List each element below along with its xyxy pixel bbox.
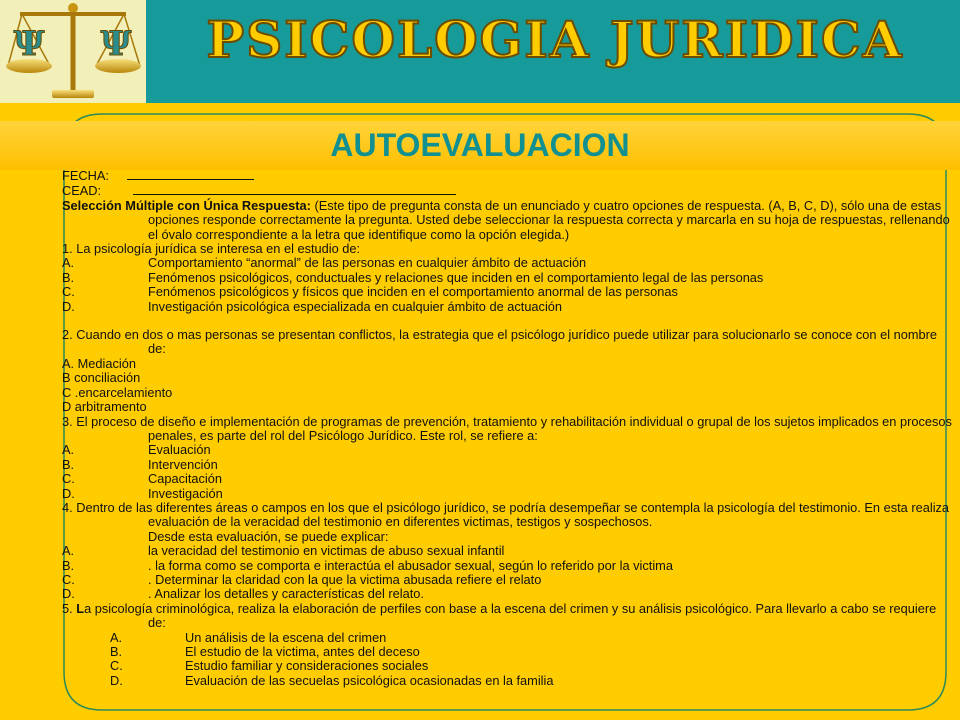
q3-option-a[interactable]: A. Evaluación xyxy=(62,442,211,458)
q3-option-c[interactable]: C. Capacitación xyxy=(62,471,222,487)
section-title: AUTOEVALUACION xyxy=(330,127,630,163)
q3-option-d[interactable]: D. Investigación xyxy=(62,485,223,501)
q5-option-b[interactable]: B. El estudio de la victima, antes del deceso xyxy=(110,644,420,659)
instructions-lead: Selección Múltiple con Única Respuesta: xyxy=(62,197,311,213)
question-3: 3. El proceso de diseño e implementación de programas de prevención, tratamiento y rehabilitación individual o grupal de los sujetos implicados en procesos penales, es parte del rol del Psicólogo Jurídico. Este rol, se refiere a: xyxy=(62,413,952,443)
q5-option-c[interactable]: C. Estudio familiar y consideraciones sociales xyxy=(110,658,429,674)
q1-option-d[interactable]: D. Investigación psicológica especializada en cualquier ámbito de actuación xyxy=(62,298,563,314)
fecha-row xyxy=(62,168,952,183)
question-4-followup: Desde esta evaluación, se puede explicar: xyxy=(148,528,389,544)
q3-option-b[interactable]: B. Intervención xyxy=(62,456,218,472)
quiz-content xyxy=(62,168,952,688)
q4-option-b[interactable]: B. . la forma como se comporta e interactúa el abusador sexual, según lo referido por la victima xyxy=(62,557,673,573)
q2-option-c[interactable]: C .encarcelamiento xyxy=(62,384,173,400)
q1-option-c[interactable]: C. Fenómenos psicológicos y físicos que inciden en el comportamiento anormal de las personas xyxy=(62,284,678,300)
question-1: 1. La psicología jurídica se interesa en el estudio de: xyxy=(62,241,361,257)
svg-text:Ψ: Ψ xyxy=(13,24,45,64)
cead-label: CEAD: xyxy=(62,183,102,199)
q1-option-a[interactable]: A. Comportamiento “anormal” de las personas en cualquier ámbito de actuación xyxy=(62,255,587,271)
cead-blank[interactable] xyxy=(133,183,456,195)
question-2: 2. Cuando en dos o mas personas se presentan conflictos, la estrategia que el psicólogo jurídico puede utilizar para solucionarlo se conoce con el nombre de: xyxy=(62,327,937,357)
psi-scales-icon xyxy=(0,0,146,103)
fecha-label: FECHA: xyxy=(62,168,109,183)
cead-row xyxy=(62,183,952,198)
svg-text:Ψ: Ψ xyxy=(100,24,132,64)
question-5: 5. La psicología criminológica, realiza la elaboración de perfiles con base a la escena del crimen y su análisis psicológico. Para llevarlo a cabo se requiere de: xyxy=(62,600,937,631)
q5-option-d[interactable]: D. Evaluación de las secuelas psicológica ocasionadas en la familia xyxy=(110,672,554,688)
q5-option-a[interactable]: A. Un análisis de la escena del crimen xyxy=(110,629,387,645)
page-title: PSICOLOGIA JURIDICA xyxy=(206,10,904,69)
q2-option-d[interactable]: D arbitramento xyxy=(62,399,147,415)
q4-option-a[interactable]: A. la veracidad del testimonio en victimas de abuso sexual infantil xyxy=(62,543,505,559)
question-4: 4. Dentro de las diferentes áreas o campos en los que el psicólogo jurídico, se podría desempeñar se contempla la psicología del testimonio. En esta realiza evaluación de la veracidad del testimonio en diferentes victimas, testigos y sospechosos. xyxy=(62,499,950,530)
q1-option-b[interactable]: B. Fenómenos psicológicos, conductuales y relaciones que inciden en el comportamiento legal de las personas xyxy=(62,269,764,285)
q4-option-d[interactable]: D. . Analizar los detalles y características del relato. xyxy=(62,586,424,602)
fecha-blank[interactable] xyxy=(127,168,254,180)
instructions xyxy=(62,199,952,242)
q2-option-a[interactable]: A. Mediación xyxy=(62,355,136,371)
q2-option-b[interactable]: B conciliación xyxy=(62,370,141,386)
q4-option-c[interactable]: C. . Determinar la claridad con la que la victima abusada refiere el relato xyxy=(62,571,542,587)
instructions-text: (Este tipo de pregunta consta de un enunciado y cuatro opciones de respuesta. (A, B, C, D), sólo una de estas opciones responde correctamente la pregunta. Usted debe seleccionar la respuesta correcta y marcarla en su hoja de respuestas, rellenando el óvalo correspondiente a la letra que identifique como la opción elegida.) xyxy=(148,197,950,242)
